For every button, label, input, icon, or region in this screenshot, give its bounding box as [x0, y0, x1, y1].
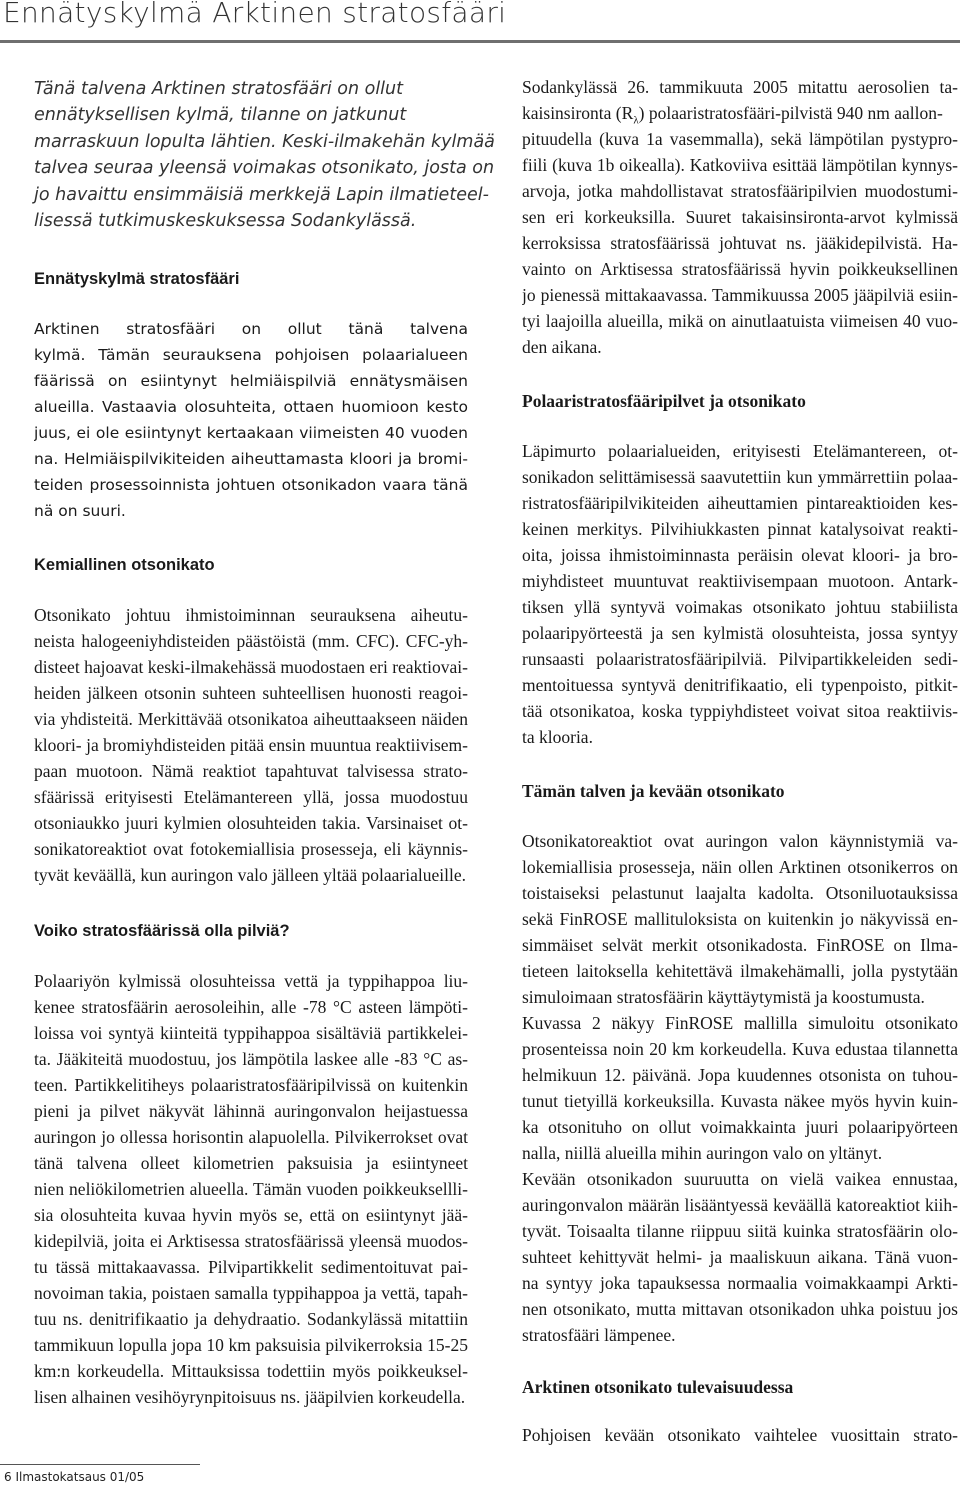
text-line: den aikana. — [522, 337, 602, 357]
page-footer — [4, 1470, 144, 1484]
paragraph — [522, 74, 958, 360]
text-line: Läpimurto polaarialueiden, erityisesti Etelämantereen, ot- — [522, 441, 958, 461]
text-line: tiksen yllä syntyvä voimakas otsonikato johtuu stabiilista — [522, 597, 958, 617]
text-line: sia olosuhteita kuvaa hyvin myös se, että on esiintynyt jää- — [34, 1205, 468, 1226]
text-line: nien neliökilometrien alueella. Tämän vuoden poikkeuksellli- — [34, 1179, 468, 1200]
section-heading: Voiko stratosfäärissä olla pilviä? — [34, 922, 290, 941]
text-line: Otsonikato johtuu ihmistoiminnan seurauksena aiheutu- — [34, 605, 468, 626]
text-line: vainto on Arktisessa stratosfäärissä hyvin poikkeuksellinen — [522, 259, 958, 279]
text-line: fiili (kuva 1b oikealla). Katkoviiva esittää lämpötilan kynnys- — [522, 155, 958, 175]
text-line: Sodankylässä 26. tammikuuta 2005 mitattu aerosolien ta- — [522, 77, 958, 97]
text-line: ta klooria. — [522, 727, 593, 747]
text-line: runsaasti polaaristratosfääripilviä. Pilvipartikkeleiden sedi- — [522, 649, 958, 669]
text-line: miyhdisteet muuntuvat reaktiivisempaan muotoon. Antark- — [522, 571, 958, 591]
text-line: kerroksissa stratosfäärissä johtuvat ns. jääkidepilvistä. Ha- — [522, 233, 958, 253]
text-line: sen eri korkeuksilla. Suuret takaisinsironta-arvot kylmissä — [522, 207, 958, 227]
text-line: Kuvassa 2 näkyy FinROSE mallilla simuloitu otsonikato — [522, 1013, 958, 1033]
paragraph — [34, 968, 468, 1410]
text-line: toistaiseksi pelastunut laajalta kadolta. Otsoniluotauksissa — [522, 883, 958, 903]
text-line: suhteet kehittyvät helmi- ja maaliskuun aikana. Tänä vuon- — [522, 1247, 958, 1267]
page-title: Ennätyskylmä Arktinen stratosfääri — [3, 0, 507, 29]
paragraph — [522, 1166, 958, 1348]
text-line: mentoituessa syntyvä denitrifikaatio, eli typenpoisto, pitkit- — [522, 675, 958, 695]
lambda-subscript: λ — [633, 114, 639, 127]
section-heading: Polaaristratosfääripilvet ja otsonikato — [522, 391, 806, 411]
text-line: jo pienessä mittakaavassa. Tammikuussa 2005 jääpilviä esiin- — [522, 285, 958, 305]
text-line: kidepilviä, joita ei Arktisessa stratosfäärissä yleensä muodos- — [34, 1231, 468, 1252]
text-line: Pohjoisen kevään otsonikato vaihtelee vuosittain strato- — [522, 1425, 958, 1445]
text-line: fäärissä on esiintynyt helmiäispilviä ennätysmäisen — [34, 372, 468, 391]
text-line: otsoniaukko juuri kylmien olosuhteiden takia. Varsinaiset ot- — [34, 813, 468, 834]
text-line: juus, ei ole esiintynyt kertaakaan viimeisten 40 vuoden — [34, 424, 468, 443]
text-line: kloori- ja bromiyhdisteiden pitää ensin muuntua reaktiivisem- — [34, 735, 468, 756]
lead-line: Tänä talvena Arktinen stratosfääri on ollut — [34, 79, 403, 99]
text-line: kylmä. Tämän seurauksena pohjoisen polaarialueen — [34, 346, 468, 365]
text-line: paan muotoon. Nämä reaktiot tapahtuvat talvisessa strato- — [34, 761, 468, 782]
text-line: tyi laajoilla alueilla, mikä on ainutlaatuista viimeisen 40 vuo- — [522, 311, 958, 331]
paragraph — [522, 1010, 958, 1166]
text-line: tu tässä mittakaavassa. Pilvipartikkelit sedimentoituvat pai- — [34, 1257, 468, 1278]
lead-line: jo havaittu ensimmäisiä merkkejä Lapin ilmatieteel- — [34, 184, 489, 205]
text-line: tunut tietyillä korkeuksilla. Kuvasta näkee myös hyvin kuin- — [522, 1091, 958, 1111]
text-line: tää otsonikatoa, koska typpiyhdisteet voivat sitoa reaktiivis- — [522, 701, 958, 721]
left-column — [34, 76, 495, 1410]
text-line: teen. Partikkelitiheys polaaristratosfääripilvissä on kuitenkin — [34, 1075, 468, 1096]
lead-line: marraskuun lopulta lähtien. Keski-ilmakehän kylmää — [34, 131, 495, 152]
paragraph — [522, 1422, 958, 1448]
text-line: loissa voi syntyä kiinteitä typpihappoa sisältäviä partikkelei- — [34, 1023, 468, 1044]
text-line: oita, joissa ihmistoiminnasta peräisin olevat kloori- ja bro- — [522, 545, 958, 565]
text-line: disteet hajoavat keski-ilmakehässä muodostaen eri reaktiovai- — [34, 657, 468, 678]
text-line: polaaripyörteestä ja sen kylmistä olosuhteista, jossa syntyy — [522, 623, 958, 643]
text-line: prosenteissa noin 20 km korkeudella. Kuva edustaa tilannetta — [522, 1039, 958, 1059]
text-line: tyvät keväällä, kun auringon valo jälleen yltää polaarialueille. — [34, 865, 466, 886]
paragraph — [34, 602, 468, 888]
text-fragment: kaisinsironta (R — [522, 103, 634, 123]
section-heading: Ennätyskylmä stratosfääri — [34, 270, 240, 289]
text-line: Kevään otsonikadon suuruutta on vielä vaikea ennustaa, — [522, 1169, 958, 1189]
text-line: tuu ns. denitrifikaatio ja dehydraatio. Sodankylässä mitattiin — [34, 1309, 468, 1330]
text-line: novoiman takia, poistaen samalla typpihappoa ja vettä, tapah- — [34, 1283, 468, 1304]
lead-line: talvea seuraa yleensä voimakas otsonikato, josta on — [34, 158, 495, 179]
text-line: kenee stratosfäärin aerosoleihin, alle -78 °C asteen lämpöti- — [34, 997, 468, 1018]
text-line: sonikadon selittämisessä saavutettiin kun ymmärrettiin polaa- — [522, 467, 958, 487]
text-line: auringon jo ollessa horisontin alapuolella. Pilvikerrokset ovat — [34, 1127, 468, 1148]
text-line: via yhdisteitä. Merkittävää otsonikatoa aiheuttaakseen näiden — [34, 709, 468, 730]
right-column — [522, 74, 958, 1448]
section-heading: Kemiallinen otsonikato — [34, 556, 215, 575]
text-line: sfäärissä erityisesti Etelämantereen yllä, jossa muodostuu — [34, 787, 468, 808]
text-line: teiden prosessoinnista johtuen otsonikadon vaara tänä — [34, 476, 468, 495]
paragraph — [522, 828, 958, 1010]
text-line: tieteen laitoksella kehitettävä ilmakehämalli, jolla pystytään — [522, 961, 958, 981]
lead-line: ennätyksellisen kylmä, tilanne on jatkunut — [34, 105, 407, 126]
section-heading: Arktinen otsonikato tulevaisuudessa — [522, 1377, 794, 1397]
text-line: tammikuun lopulla jopa 10 km paksuisia pilvikerroksia 15-25 — [34, 1335, 468, 1356]
text-line: ka otsonituho on ollut voimakkainta juuri polaaripyörteen — [522, 1117, 958, 1137]
text-line: sonikatoreaktiot ovat fotokemiallisia prosesseja, eli käynnis- — [34, 839, 468, 860]
text-line: neista halogeeniyhdisteiden päästöistä (mm. CFC). CFC-yh- — [34, 631, 468, 652]
text-line: simmäiset selvät merkit otsonikadosta. FinROSE on Ilma- — [522, 935, 958, 955]
lead-line: lisessä tutkimuskeskuksessa Sodankylässä. — [34, 210, 417, 231]
text-line: Arktinen stratosfääri on ollut tänä talvena — [34, 320, 468, 339]
text-line: keinen merkitys. Pilvihiukkasten pinnat katalysoivat reakti- — [522, 519, 958, 539]
text-line: heiden jälkeen otsonin suhteen suhteellisen huonosti reagoi- — [34, 683, 468, 704]
text-line: pituudella (kuva 1a vasemmalla), sekä lämpötilan pystypro- — [522, 129, 958, 149]
text-line: sekä FinROSE mallituloksista on kuitenkin jo näkyvissä en- — [522, 909, 958, 929]
text-line: Polaariyön kylmissä olosuhteissa vettä ja typpihappoa liu- — [34, 971, 468, 992]
lead-paragraph — [34, 76, 495, 234]
text-fragment: ) polaaristratosfääri-pilvistä 940 nm aallon- — [638, 103, 943, 123]
text-line: ta. Jääkiteitä muodostuu, jos lämpötila laskee alle -83 °C as- — [34, 1049, 468, 1070]
text-line-with-subscript — [522, 100, 958, 126]
title-rule — [0, 40, 960, 43]
text-line: tänä talvena olleet kilometrien paksuisia ja esiintyneet — [34, 1153, 468, 1174]
text-line: pieni ja pilvet näkyvät lähinnä auringonvalon heijastuessa — [34, 1101, 468, 1122]
text-line: na. Helmiäispilvikiteiden aiheuttamasta kloori ja bromi- — [34, 450, 468, 469]
text-line: auringonvalon määrän lisääntyessä keväällä katoreaktiot kiih- — [522, 1195, 958, 1215]
text-line: Otsonikatoreaktiot ovat auringon valon käynnistymiä va- — [522, 831, 958, 851]
footer-text: 6 Ilmastokatsaus 01/05 — [4, 1470, 145, 1484]
text-line: km:n korkeudella. Mittauksissa todettiin myös poikkeuksel- — [34, 1361, 468, 1382]
text-line: arvoja, jotka mahdollistavat stratosfääripilvien muodostumi- — [522, 181, 958, 201]
text-line: helmikuun 12. päivänä. Jopa kuudennes otsonista on tuhou- — [522, 1065, 958, 1085]
paragraph — [522, 438, 958, 750]
text-line: ristratosfääripilvikiteiden aiheuttamien pintareaktioiden kes- — [522, 493, 958, 513]
text-line: nä on suuri. — [34, 502, 126, 521]
text-line: tyvät. Toisaalta tilanne riippuu siitä kuinka stratosfäärin olo- — [522, 1221, 958, 1241]
text-line: alueilla. Vastaavia olosuhteita, ottaen huomioon kesto — [34, 398, 468, 417]
text-line: stratosfääri lämpenee. — [522, 1325, 676, 1345]
text-line: lokemiallisia prosesseja, näin ollen Arktinen otsonikerros on — [522, 857, 958, 877]
text-line: nalla, niillä alueilla mihin auringon valo on yltänyt. — [522, 1143, 883, 1163]
text-line: nen otsonikato, mutta mittavan otsonikadon uhka poistuu jos — [522, 1299, 958, 1319]
text-line: simuloimaan stratosfäärin käyttäytymistä ja koostumusta. — [522, 987, 925, 1007]
section-heading: Tämän talven ja kevään otsonikato — [522, 781, 785, 801]
paragraph — [34, 316, 468, 524]
footer-divider — [0, 1464, 200, 1465]
text-line: lisen alhainen vesihöyrynpitoisuus ns. jääpilvien korkeudella. — [34, 1387, 466, 1408]
text-line: na syntyy joka tapauksessa normaalia voimakkaampi Arkti- — [522, 1273, 958, 1293]
